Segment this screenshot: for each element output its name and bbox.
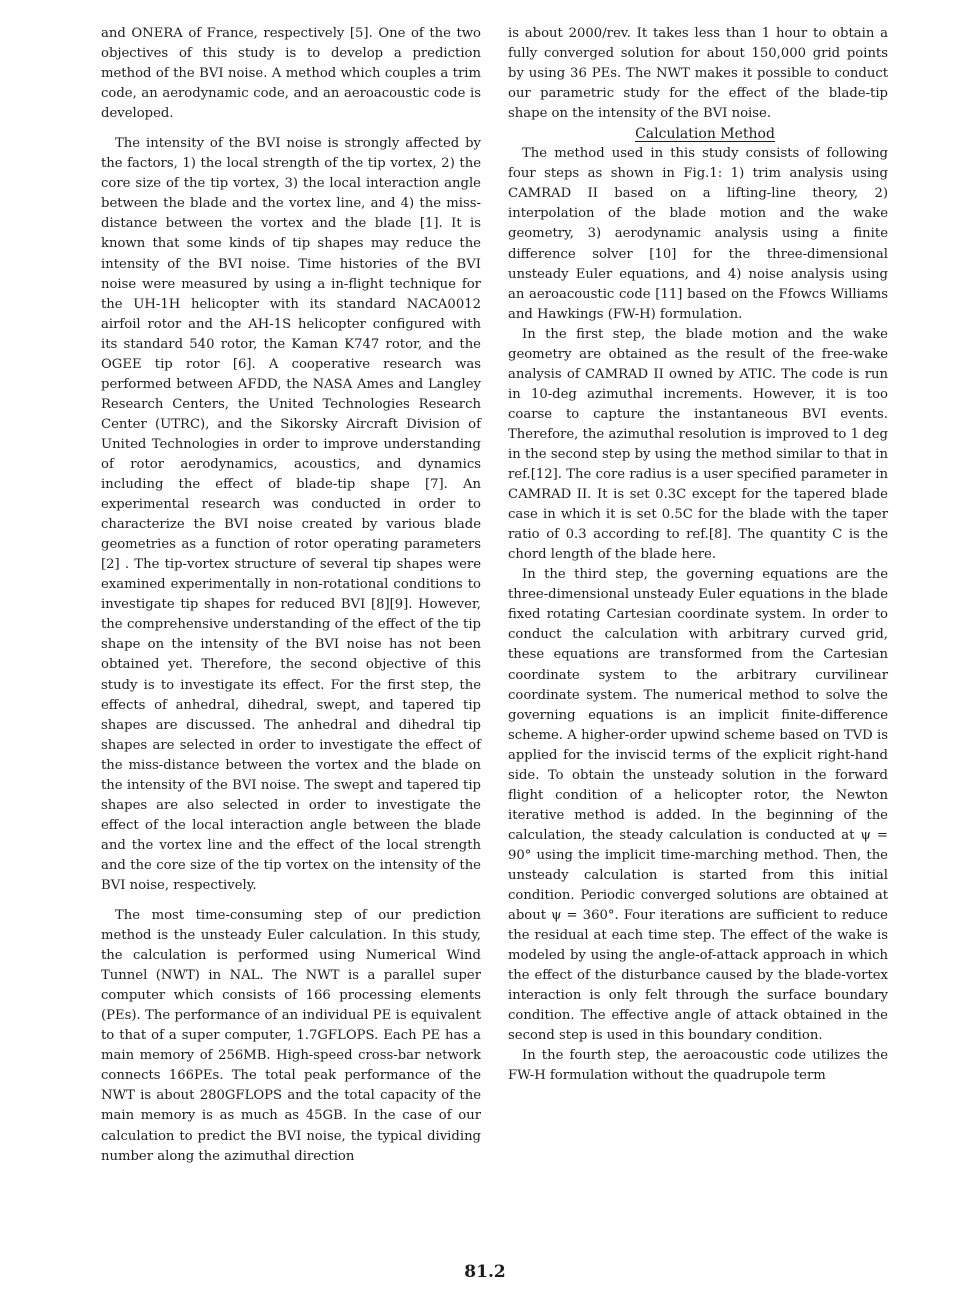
paragraph-first-step: In the first step, the blade motion and the wake geometry are obtained as the result of the free-wake analysis of CAMRAD II owned by ATIC. The code is run in 10-deg azimuthal increments. However, it is too coarse to capture the instantaneous BVI events. Therefore, the azimuthal resolution is improved to 1 deg in the second step by using the method similar to that in ref.[12]. The core radius is a user specified parameter in CAMRAD II. It is set 0.3C except for the tapered blade case in which it is set 0.5C for the blade with the taper ratio of 0.3 according to ref.[8]. The quantity C is the chord length of the blade here. <box>508 326 888 563</box>
right-column <box>508 24 888 1086</box>
paragraph-bvi-factors: The intensity of the BVI noise is strongly affected by the factors, 1) the local strength of the tip vortex, 2) the core size of the tip vortex, 3) the local interaction angle between the blade and the vortex line, and 4) the miss-distance between the vortex and the blade [1]. It is known that some kinds of tip shapes may reduce the intensity of the BVI noise. Time histories of the BVI noise were measured by using a in-flight technique for the UH-1H helicopter with its standard NACA0012 airfoil rotor and the AH-1S helicopter configured with its standard 540 rotor, the Kaman K747 rotor, and the OGEE tip rotor [6]. A cooperative research was performed between AFDD, the NASA Ames and Langley Research Centers, the United Technologies Research Center (UTRC), and the Sikorsky Aircraft Division of United Technologies in order to improve understanding of rotor aerodynamics, acoustics, and dynamics including the effect of blade-tip shape [7]. An experimental research was conducted in order to characterize the BVI noise created by various blade geometries as a function of rotor operating parameters [2] . The tip-vortex structure of several tip shapes were examined experimentally in non-rotational conditions to investigate tip shapes for reduced BVI [8][9]. However, the comprehensive understanding of the effect of the tip shape on the intensity of the BVI noise has not been obtained yet. Therefore, the second objective of this study is to investigate its effect. For the first step, the effects of anhedral, dihedral, swept, and tapered tip shapes are discussed. The anhedral and dihedral tip shapes are selected in order to investigate the effect of the miss-distance between the vortex and the blade on the intensity of the BVI noise. The swept and tapered tip shapes are also selected in order to investigate the effect of the local interaction angle between the blade and the vortex line and the effect of the local strength and the core size of the tip vortex on the intensity of the BVI noise, respectively. <box>101 136 481 893</box>
left-column <box>101 24 481 1167</box>
paragraph-method-overview: The method used in this study consists of following four steps as shown in Fig.1: 1) trim analysis using CAMRAD II based on a lifting-line theory, 2) interpolation of the blade motion and the wake geometry, 3) aerodynamic analysis using a finite difference solver [10] for the three-dimensional unsteady Euler equations, and 4) noise analysis using an aeroacoustic code [11] based on the Ffowcs Williams and Hawkings (FW-H) formulation. <box>508 146 888 322</box>
section-heading-calculation-method: Calculation Method <box>635 126 775 143</box>
paragraph-nwt-continued: is about 2000/rev. It takes less than 1 hour to obtain a fully converged solution for about 150,000 grid points by using 36 PEs. The NWT makes it possible to conduct our parametric study for the effect of the blade-tip shape on the intensity of the BVI noise. <box>508 26 888 122</box>
paragraph-intro-continued: and ONERA of France, respectively [5]. One of the two objectives of this study is to develop a prediction method of the BVI noise. A method which couples a trim code, an aerodynamic code, and an aeroacoustic code is developed. <box>101 26 481 122</box>
page-number: 81.2 <box>464 1262 506 1282</box>
paragraph-third-step: In the third step, the governing equations are the three-dimensional unsteady Euler equations in the blade fixed rotating Cartesian coordinate system. In order to conduct the calculation with arbitrary curved grid, these equations are transformed from the Cartesian coordinate system to the arbitrary curvilinear coordinate system. The numerical method to solve the governing equations is an implicit finite-difference scheme. A higher-order upwind scheme based on TVD is applied for the inviscid terms of the explicit right-hand side. To obtain the unsteady solution in the forward flight condition of a helicopter rotor, the Newton iterative method is added. In the beginning of the calculation, the steady calculation is conducted at ψ = 90° using the implicit time-marching method. Then, the unsteady calculation is started from this initial condition. Periodic converged solutions are obtained at about ψ = 360°. Four iterations are sufficient to reduce the residual at each time step. The effect of the wake is modeled by using the angle-of-attack approach in which the effect of the disturbance caused by the blade-vortex interaction is only felt through the surface boundary condition. The effective angle of attack obtained in the second step is used in this boundary condition. <box>508 567 888 1044</box>
paragraph-fourth-step: In the fourth step, the aeroacoustic code utilizes the FW-H formulation without the quadrupole term <box>508 1048 888 1084</box>
paragraph-nwt: The most time-consuming step of our prediction method is the unsteady Euler calculation. In this study, the calculation is performed using Numerical Wind Tunnel (NWT) in NAL. The NWT is a parallel super computer which consists of 166 processing elements (PEs). The performance of an individual PE is equivalent to that of a super computer, 1.7GFLOPS. Each PE has a main memory of 256MB. High-speed cross-bar network connects 166PEs. The total peak performance of the NWT is about 280GFLOPS and the total capacity of the main memory is as much as 45GB. In the case of our calculation to predict the BVI noise, the typical dividing number along the azimuthal direction <box>101 908 481 1164</box>
